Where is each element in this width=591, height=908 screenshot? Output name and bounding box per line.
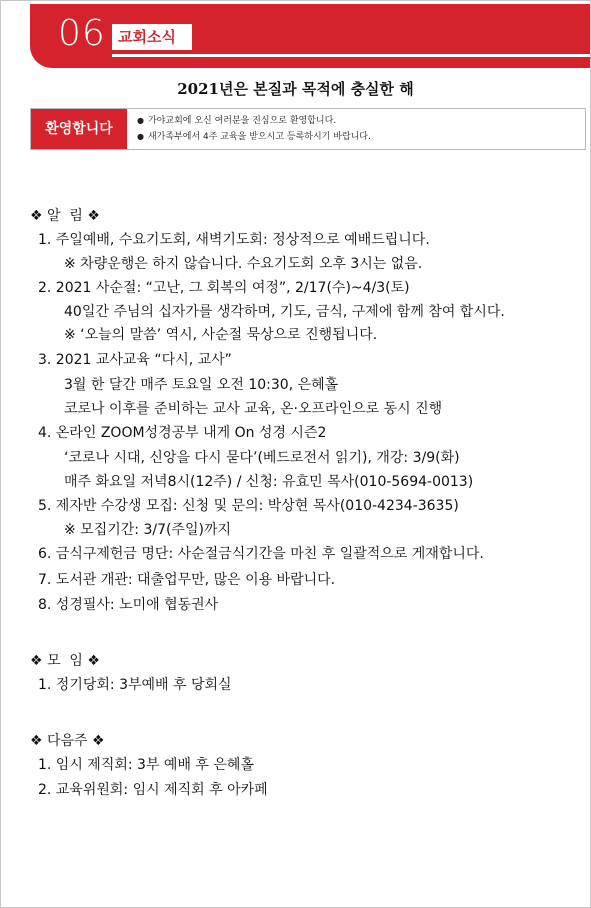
notice-subline: ※ 모집기간: 3/7(주일)까지 [64, 522, 231, 538]
notice-subline: 매주 화요일 저녁8시(12주) / 신청: 유효민 목사(010-5694-0013) [64, 474, 474, 490]
next-week-heading: ❖ 다음주 ❖ [30, 733, 105, 749]
meeting-item: 1. 정기당회: 3부예배 후 당회실 [38, 677, 232, 693]
next-week-item: 1. 임시 제직회: 3부 예배 후 은혜홀 [38, 757, 254, 773]
notice-subline: ‘코로나 시대, 신앙을 다시 묻다’(베드로전서 읽기), 개강: 3/9(화) [64, 450, 460, 466]
notice-item: 7. 도서관 개관: 대출업무만, 많은 이용 바랍니다. [38, 572, 336, 588]
notice-subline: 3월 한 달간 매주 토요일 오전 10:30, 은혜홀 [64, 377, 339, 393]
notice-item: 8. 성경필사: 노미애 협동권사 [38, 597, 219, 613]
welcome-line: ● 가야교회에 오신 여러분을 진심으로 환영합니다. [137, 116, 337, 126]
welcome-line: ● 새가족부에서 4주 교육을 받으시고 등록하시기 바랍니다. [137, 132, 371, 142]
section-number: 06 [58, 13, 106, 54]
notice-subline: 코로나 이후를 준비하는 교사 교육, 온·오프라인으로 동시 진행 [64, 401, 443, 417]
notice-item: 6. 금식구제헌금 명단: 사순절금식기간을 마친 후 일괄적으로 게재합니다. [38, 546, 484, 562]
welcome-lines [137, 113, 371, 145]
notice-item: 1. 주일예배, 수요기도회, 새벽기도회: 정상적으로 예배드립니다. [38, 232, 430, 248]
notices-heading: ❖ 알 림 ❖ [30, 208, 100, 224]
notice-item: 2. 2021 사순절: “고난, 그 회복의 여정”, 2/17(수)~4/3(토) [38, 280, 410, 296]
meetings-heading: ❖ 모 임 ❖ [30, 653, 100, 669]
notice-subline: ※ 차량운행은 하지 않습니다. 수요기도회 오후 3시는 없음. [64, 256, 423, 272]
notice-item: 4. 온라인 ZOOM성경공부 내게 On 성경 시즌2 [38, 425, 327, 441]
year-motto: 2021년은 본질과 목적에 충실한 해 [177, 80, 414, 98]
notice-item: 5. 제자반 수강생 모집: 신청 및 문의: 박상현 목사(010-4234-3635) [38, 498, 459, 514]
welcome-box [30, 108, 586, 150]
notice-subline: 40일간 주님의 십자가를 생각하며, 기도, 금식, 구제에 함께 참여 합시다. [64, 304, 505, 320]
notice-subline: ※ ‘오늘의 말씀’ 역시, 사순절 묵상으로 진행됩니다. [64, 327, 378, 343]
notice-item: 3. 2021 교사교육 “다시, 교사” [38, 352, 232, 368]
next-week-item: 2. 교육위원회: 임시 제직회 후 아카페 [38, 782, 268, 798]
section-title: 교회소식 [112, 24, 192, 50]
welcome-tag: 환영합니다 [31, 109, 127, 149]
header-underline [112, 54, 590, 57]
bullet-icon: ● [137, 132, 144, 141]
bullet-icon: ● [137, 116, 144, 125]
